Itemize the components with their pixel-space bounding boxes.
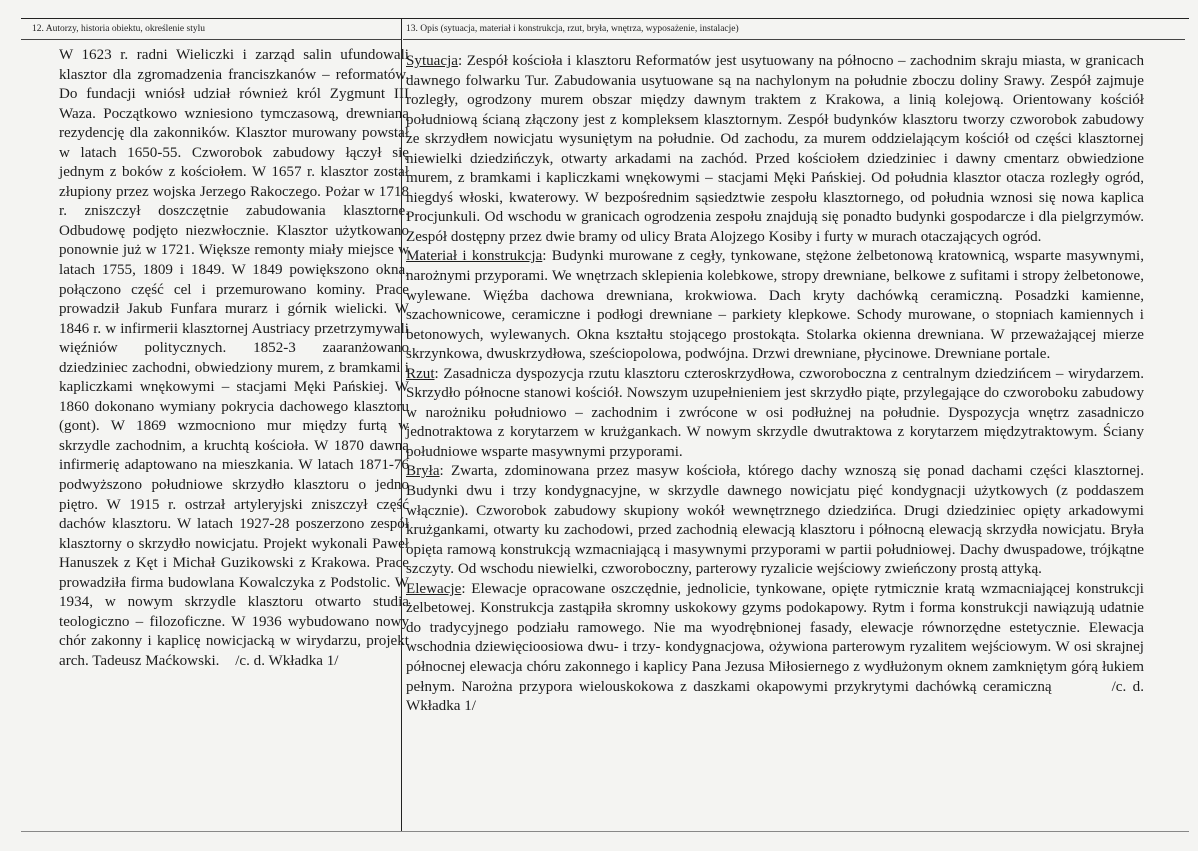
description-column-header: 13. Opis (sytuacja, materiał i konstrukcja, rzut, bryła, wnętrza, wyposażenie, instalacje) xyxy=(403,19,1185,40)
section-text: : Zespół kościoła i klasztoru Reformatów jest usytuowany na północno – zachodnim skraju miasta, w granicach dawnego folwarku Tur. Zabudowania usytuowane są na nachylonym na południe zboczu doliny Srawy. Zespół zajmuje rozległy, ogrodzony murem obszar między dawnym traktem z Krakowa, a linią kolejową. Orientowany kościół południową ścianą złączony jest z kompleksem klasztornym. Zespół budynków klasztoru tworzy czworobok zabudowy ze skrzydłem nowicjatu wysuniętym na południe. Od zachodu, za murem oddzielającym kościół od części klasztornej niewielki dziedzińczyk, otwarty arkadami na zachód. Przed kościołem dziedziniec i dawny cmentarz obwiedzione murem, z bramkami i kapliczkami wnękowymi – stacjami Męki Pańskiej. Od południa klasztor otacza rozległy ogród, niegdyś włoski, kwaterowy. W bezpośrednim sąsiedztwie zespołu klasztornego, od południa wznosi się nowa kaplica Procjunkuli. Od wschodu w granicach ogrodzenia zespołu znajdują się ponadto budynki gospodarcze i dla pielgrzymów. Zespół dostępny przez dwie bramy od ulicy Brata Alojzego Kosiby i furty w murach otaczających ogród. xyxy=(406,53,1144,245)
description-continuation-ref: /c. d. Wkładka 1/ xyxy=(406,678,1144,715)
section-label: Materiał i konstrukcja xyxy=(406,248,543,265)
section-text: : Elewacje opracowane oszczędnie, jednolicie, tynkowane, opięte rytmicznie kratą wzmacniającej konstrukcji żelbetowej. Konstrukcja zastąpiła skromny uskokowy gzyms podokapowy. Rytm i forma konstrukcji nawiązują udatnie do tradycyjnego podziału ramowego. Nie ma wyodrębnionej fasady, elewacje równorzędne estetycznie. Elewacja wschodnia dziewięcioosiowa dwu- i trzy- kondygnacjowa, ożywiona parterowym ryzalitem wejściowym. W osi skrajnej północnej elewacja chóru zakonnego i kaplicy Pana Jezusa Miłosiernego z wydłużonym oknem zamkniętym górą łukiem pełnym. Narożna przypora wielouskokowa z daszkami okapowymi przykrytymi dachówką ceramiczną xyxy=(406,580,1144,695)
section-label: Bryła xyxy=(406,463,440,480)
section-label: Rzut xyxy=(406,365,435,382)
section-situation xyxy=(406,52,1144,247)
history-column xyxy=(21,19,409,831)
section-text: : Zasadnicza dyspozycja rzutu klasztoru czteroskrzydłowa, czworoboczna z centralnym dziedzińcem – wirydarzem. Skrzydło północne stanowi kościół. Nowszym uzupełnieniem jest skrzydło piąte, przylegające do czworoboku zabudowy w narożniku południowo – zachodnim i zwrócone w osi podłużnej na południe. Dyspozycja wnętrz zasadniczo jednotraktowa z korytarzem w krużgankach. W nowym skrzydle dwutraktowa z korytarzem międzytraktowym. Ściany południowe wsparte masywnymi przyporami. xyxy=(406,365,1144,460)
description-column xyxy=(403,19,1185,831)
form-sheet xyxy=(21,18,1189,832)
section-text: : Budynki murowane z cegły, tynkowane, stężone żelbetonową kratownicą, wsparte masywnymi, narożnymi przyporami. We wnętrzach sklepienia kolebkowe, stropy drewniane, belkowe z sufitami i stropy żelbetonowe, wylewane. Więźba dachowa drewniana, krokwiowa. Dach kryty dachówką ceramiczną. Posadzki kamienne, szachownicowe, ceramiczne i podłogi drewniane – parkiety klepkowe. Schody murowane, o stopniach kamiennych i betonowych, wylewanych. Okna kształtu stojącego prostokąta. Stolarka okienna drewniana. W przeważającej mierze skrzynkowa, dwuskrzydłowa, sześciopolowa, podwójna. Drzwi drewniane, płycinowe. Drewniane portale. xyxy=(406,248,1144,363)
history-body: W 1623 r. radni Wieliczki i zarząd salin ufundowali klasztor dla zgromadzenia franciszkanów – reformatów. Do fundacji wniósł udział również król Zygmunt III Waza. Początkowo wzniesiono tymczasową, drewnianą rezydencję dla zakonników. Klasztor murowany powstał w latach 1650-55. Czworobok zabudowy łączył się jednym z boków z kościołem. W 1657 r. klasztor został złupiony przez wojska Jerzego Rakoczego. Pożar w 1718 r. zniszczył doszczętnie zabudowania klasztorne. Odbudowę podjęto niezwłocznie. Klasztor użytkowano ponownie już w 1721. Większe remonty miały miejsce w latach 1755, 1809 i 1849. W 1849 powiększono okna, połączono część cel i przemurowano kominy. Prace prowadził Jakub Funfara murarz i górnik wielicki. W 1846 r. w infirmerii klasztornej Austriacy przetrzymywali więźniów politycznych. 1852-3 zaaranżowano dziedziniec zachodni, obwiedziony murem, z bramkami i kapliczkami wnękowymi – stacjami Męki Pańskiej. W 1860 dokonano wymiany pokrycia dachowego klasztoru (gont). W 1869 wzmocniono mur między furtą w skrzydle zachodnim, a kruchtą kościoła. W 1870 dawną infirmerię adaptowano na mieszkania. W latach 1871-76 podwyższono południowe skrzydło klasztoru o jedno piętro. W 1915 r. ostrzał artyleryjski zniszczył część dachów klasztoru. W latach 1927-28 poszerzono zespół klasztorny o skrzydło nowicjatu. Projekt wykonali Paweł Hanuszek z Kęt i Michał Guzikowski z Krakowa. Prace prowadziła firma budowlana Kowalczyka z Podstolic. W 1934, w nowym skrzydle klasztoru otwarto studia teologiczno – filozoficzne. W 1936 wybudowano nowy chór zakonny i kaplicę nowicjacką w wirydarzu, projekt arch. Tadeusz Maćkowski. xyxy=(59,47,409,669)
description-text xyxy=(406,52,1144,717)
history-column-header: 12. Autorzy, historia obiektu, określenie stylu xyxy=(21,19,401,40)
section-elevations xyxy=(406,580,1144,717)
section-plan xyxy=(406,365,1144,463)
section-massing xyxy=(406,462,1144,579)
section-label: Sytuacja xyxy=(406,53,458,69)
section-label: Elewacje xyxy=(406,580,462,597)
section-material xyxy=(406,247,1144,364)
history-continuation-ref: /c. d. Wkładka 1/ xyxy=(235,652,339,669)
section-text: : Zwarta, zdominowana przez masyw kościoła, którego dachy wznoszą się ponad dachami części klasztornej. Budynki dwu i trzy kondygnacyjne, w skrzydle dawnego nowicjatu pięć kondygnacji użytkowych (z poddaszem włącznie). Czworobok zabudowy skupiony wokół wewnętrznego dziedzińca. Drugi dziedziniec opięty arkadowymi krużgankami, otwarty ku zachodowi, przed zachodnią elewacją klasztoru i północną elewacją skrzydła nowicjatu. Bryła opięta ramową konstrukcją wzmacniającą i masywnymi przyporami w partii południowej. Dachy dwuspadowe, trójkątne szczyty. Od wschodu niewielki, czworoboczny, parterowy ryzalicie wejściowy zwieńczony prostą attyką. xyxy=(406,463,1144,578)
history-text xyxy=(59,46,409,672)
